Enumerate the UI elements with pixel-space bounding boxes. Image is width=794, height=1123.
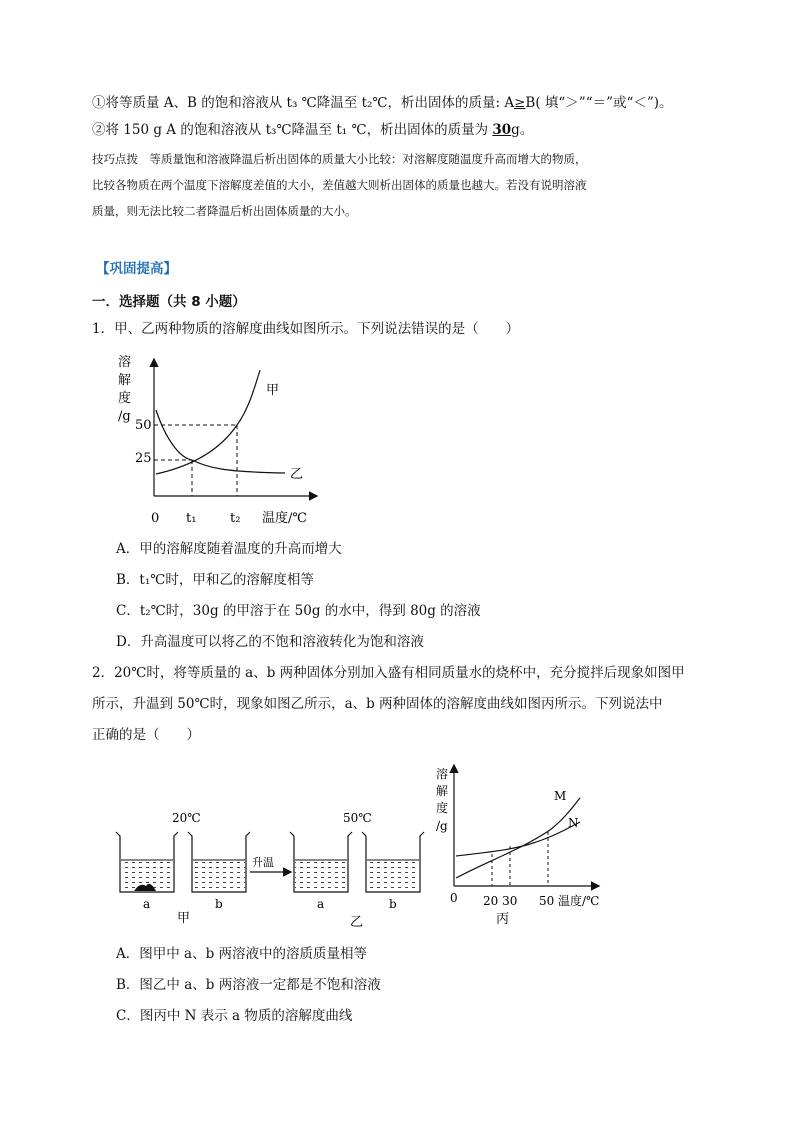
- q2-temp-20: 20℃: [172, 811, 201, 825]
- label-yi-a: a: [317, 897, 325, 911]
- beaker-yi-a: [290, 832, 352, 892]
- q1-label-yi: 乙: [290, 467, 304, 482]
- q2-curve-n: [456, 822, 580, 856]
- q2-ylabel-1: 溶: [436, 767, 449, 781]
- fig-label-jia: 甲: [177, 911, 191, 926]
- q1-xlabel: 温度/℃: [262, 511, 307, 526]
- q1-option-a: A．甲的溶解度随着温度的升高而增大: [116, 541, 342, 557]
- label-jia-b: b: [215, 897, 223, 911]
- beaker-jia-a: [116, 832, 178, 892]
- intro-line-2-text: ②将 150 g A 的饱和溶液从 t₃℃降温至 t₁ ℃，析出固体的质量为: [92, 122, 493, 138]
- q2-option-b: B．图乙中 a、b 两溶液一定都是不饱和溶液: [116, 977, 381, 993]
- q2-ylabel-3: 度: [436, 801, 449, 815]
- q1-curve-jia: [156, 370, 260, 474]
- q1-option-d: D．升高温度可以将乙的不饱和溶液转化为饱和溶液: [116, 634, 424, 650]
- q2-tick-50: 50: [539, 894, 555, 908]
- q1-origin: 0: [151, 511, 160, 526]
- q2-temp-50: 50℃: [343, 811, 372, 825]
- q1-label-jia: 甲: [266, 383, 280, 398]
- q2-stem-2: 所示，升温到 50℃时，现象如图乙所示，a、b 两种固体的溶解度曲线如图丙所示。下列说法中: [92, 696, 663, 712]
- q1-ylabel-2: 解: [118, 373, 132, 388]
- label-yi-b: b: [389, 897, 397, 911]
- q1-option-c: C．t₂℃时，30g 的甲溶于在 50g 的水中，得到 80g 的溶液: [116, 603, 481, 619]
- q2-solubility-graph: [436, 766, 599, 927]
- intro-line-2: [92, 121, 533, 139]
- q2-xlabel: 温度/℃: [558, 894, 600, 908]
- q2-stem-1: 2．20℃时，将等质量的 a、b 两种固体分别加入盛有相同质量水的烧杯中，充分搅拌后现象如图甲: [92, 665, 685, 681]
- part-heading: 一．选择题（共 8 小题）: [92, 294, 246, 310]
- tip-line-1: 技巧点拨 等质量饱和溶液降温后析出固体的质量大小比较：对溶解度随温度升高而增大的物质，: [92, 152, 587, 166]
- q1-tick-50: 50: [135, 418, 152, 433]
- intro-line-2-tail: g。: [511, 122, 534, 138]
- fig-label-yi: 乙: [350, 915, 364, 930]
- q2-ticks-20-30: 20 30: [483, 894, 518, 908]
- q2-arrow-label: 升温: [252, 856, 274, 869]
- q1-option-b: B．t₁℃时，甲和乙的溶解度相等: [116, 572, 314, 588]
- q1-curve-yi: [156, 410, 285, 473]
- q2-option-c: C．图丙中 N 表示 a 物质的溶解度曲线: [116, 1008, 353, 1024]
- q1-tick-t1: t₁: [186, 511, 197, 526]
- q2-option-a: A．图甲中 a、b 两溶液中的溶质质量相等: [116, 946, 368, 962]
- q1-tick-25: 25: [135, 451, 152, 466]
- intro-line-1: [92, 94, 673, 112]
- q2-ylabel-4: /g: [436, 819, 448, 833]
- q1-ylabel-3: 度: [118, 391, 132, 406]
- label-jia-a: a: [143, 897, 151, 911]
- q2-ylabel-2: 解: [436, 784, 449, 798]
- section-title: 【巩固提高】: [96, 261, 177, 277]
- q2-figure: [110, 760, 610, 930]
- q2-label-m: M: [554, 789, 567, 803]
- q2-label-n: N: [568, 816, 579, 830]
- beaker-jia-b: [188, 832, 250, 892]
- intro-line-1-tail: B( 填“＞”“＝”或“＜”)。: [525, 95, 673, 111]
- q2-stem-3: 正确的是（ ）: [92, 727, 200, 743]
- tip-line-3: 质量，则无法比较二者降温后析出固体质量的大小。: [92, 204, 357, 218]
- q1-ylabel-1: 溶: [118, 355, 132, 370]
- tip-line-2: 比较各物质在两个温度下溶解度差值的大小，差值越大则析出固体的质量也越大。若没有说明溶液: [92, 178, 587, 192]
- q1-ylabel-4: /g: [118, 409, 131, 424]
- answer-2: 30: [492, 122, 512, 138]
- intro-line-1-text: ①将等质量 A、B 的饱和溶液从 t₃ ℃降温至 t₂℃，析出固体的质量: A: [92, 95, 515, 111]
- q2-curve-m: [456, 798, 580, 878]
- beaker-yi-b: [362, 832, 424, 892]
- q1-tick-t2: t₂: [230, 511, 241, 526]
- fig-label-bing: 丙: [496, 912, 510, 927]
- q2-origin: 0: [450, 891, 458, 905]
- q1-solubility-graph: [110, 350, 330, 530]
- q1-stem: 1．甲、乙两种物质的溶解度曲线如图所示。下列说法错误的是（ ）: [92, 321, 520, 337]
- answer-1: ≥: [514, 95, 526, 111]
